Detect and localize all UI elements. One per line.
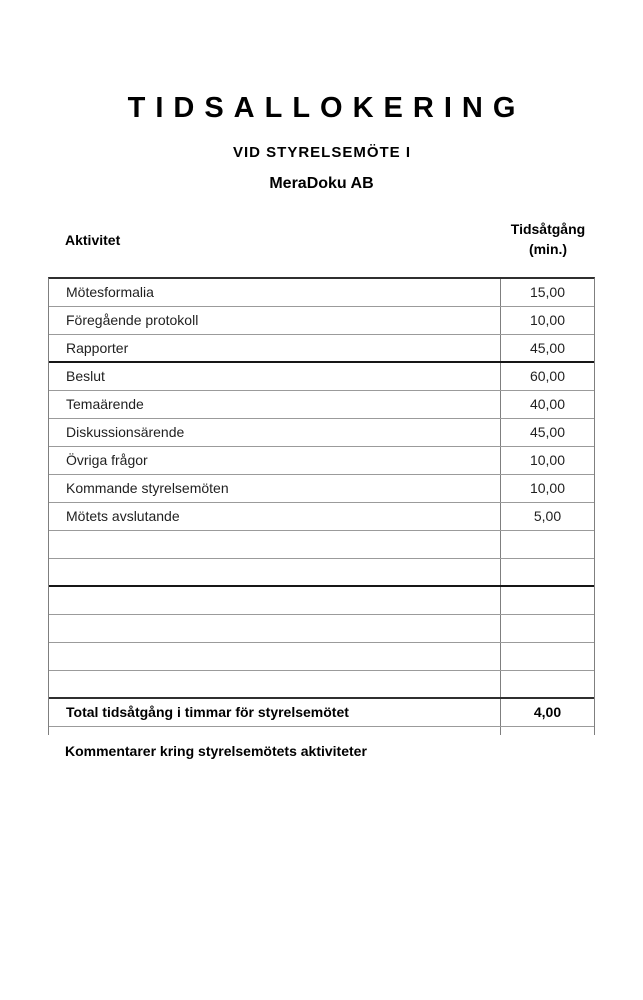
table-row: [49, 503, 594, 531]
empty-row-activity-cell: [49, 643, 500, 670]
empty-row-time-cell: [500, 587, 594, 614]
overflow-cell-time: [500, 727, 594, 735]
empty-row-activity-cell: [49, 587, 500, 614]
page-subtitle: VID STYRELSEMÖTE I: [232, 144, 412, 161]
company-name: MeraDoku AB: [269, 175, 374, 192]
total-label: Total tidsåtgång i timmar för styrelsemötet: [66, 704, 349, 720]
table-row-activity-cell: Övriga frågor: [66, 452, 148, 468]
table-row: [49, 419, 594, 447]
table-rows: [49, 279, 594, 699]
table-row-activity-cell: Föregående protokoll: [66, 312, 199, 328]
table-row-activity-cell: Mötets avslutande: [66, 508, 180, 524]
table-row: [49, 447, 594, 475]
table-row-time-cell: 45,00: [500, 419, 594, 446]
table-row-time-cell: 5,00: [500, 503, 594, 530]
empty-row: [49, 587, 594, 615]
total-row: [49, 699, 594, 727]
table-row: [49, 279, 594, 307]
table-row-activity-cell: Mötesformalia: [66, 284, 154, 300]
column-header-time-line2: (min.): [528, 241, 568, 257]
empty-row: [49, 559, 594, 587]
time-allocation-table: [48, 277, 595, 735]
table-overflow-row: [49, 727, 594, 735]
table-row-activity-cell: Diskussionsärende: [66, 424, 185, 440]
empty-row-activity-cell: [49, 671, 500, 697]
total-value: 4,00: [500, 699, 594, 726]
empty-row-time-cell: [500, 643, 594, 670]
empty-row: [49, 643, 594, 671]
table-row-time-cell: 15,00: [500, 279, 594, 306]
table-row-activity-cell: Kommande styrelsemöten: [66, 480, 229, 496]
comments-heading: Kommentarer kring styrelsemötets aktiviteter: [65, 743, 367, 759]
table-row-time-cell: 45,00: [500, 335, 594, 361]
table-row: [49, 391, 594, 419]
table-row-time-cell: 10,00: [500, 307, 594, 334]
table-row: [49, 307, 594, 335]
empty-row: [49, 531, 594, 559]
empty-row-time-cell: [500, 671, 594, 697]
empty-row-time-cell: [500, 615, 594, 642]
empty-row-activity-cell: [49, 559, 500, 585]
empty-row-activity-cell: [49, 615, 500, 642]
table-row-activity-cell: Beslut: [66, 368, 105, 384]
empty-row-time-cell: [500, 559, 594, 585]
table-row: [49, 363, 594, 391]
empty-row-time-cell: [500, 531, 594, 558]
empty-row-activity-cell: [49, 531, 500, 558]
column-header-activity: Aktivitet: [65, 232, 121, 248]
column-header-time-line1: Tidsåtgång: [510, 221, 586, 237]
table-row-time-cell: 60,00: [500, 363, 594, 390]
table-row-time-cell: 40,00: [500, 391, 594, 418]
table-row-time-cell: 10,00: [500, 475, 594, 502]
overflow-cell-activity: [49, 727, 500, 735]
page-title: TIDSALLOKERING: [127, 92, 526, 124]
table-row-time-cell: 10,00: [500, 447, 594, 474]
empty-row: [49, 615, 594, 643]
column-header-time: [501, 219, 595, 259]
table-row: [49, 475, 594, 503]
table-row-activity-cell: Rapporter: [66, 340, 129, 356]
empty-row: [49, 671, 594, 699]
table-row: [49, 335, 594, 363]
table-row-activity-cell: Temaärende: [66, 396, 144, 412]
